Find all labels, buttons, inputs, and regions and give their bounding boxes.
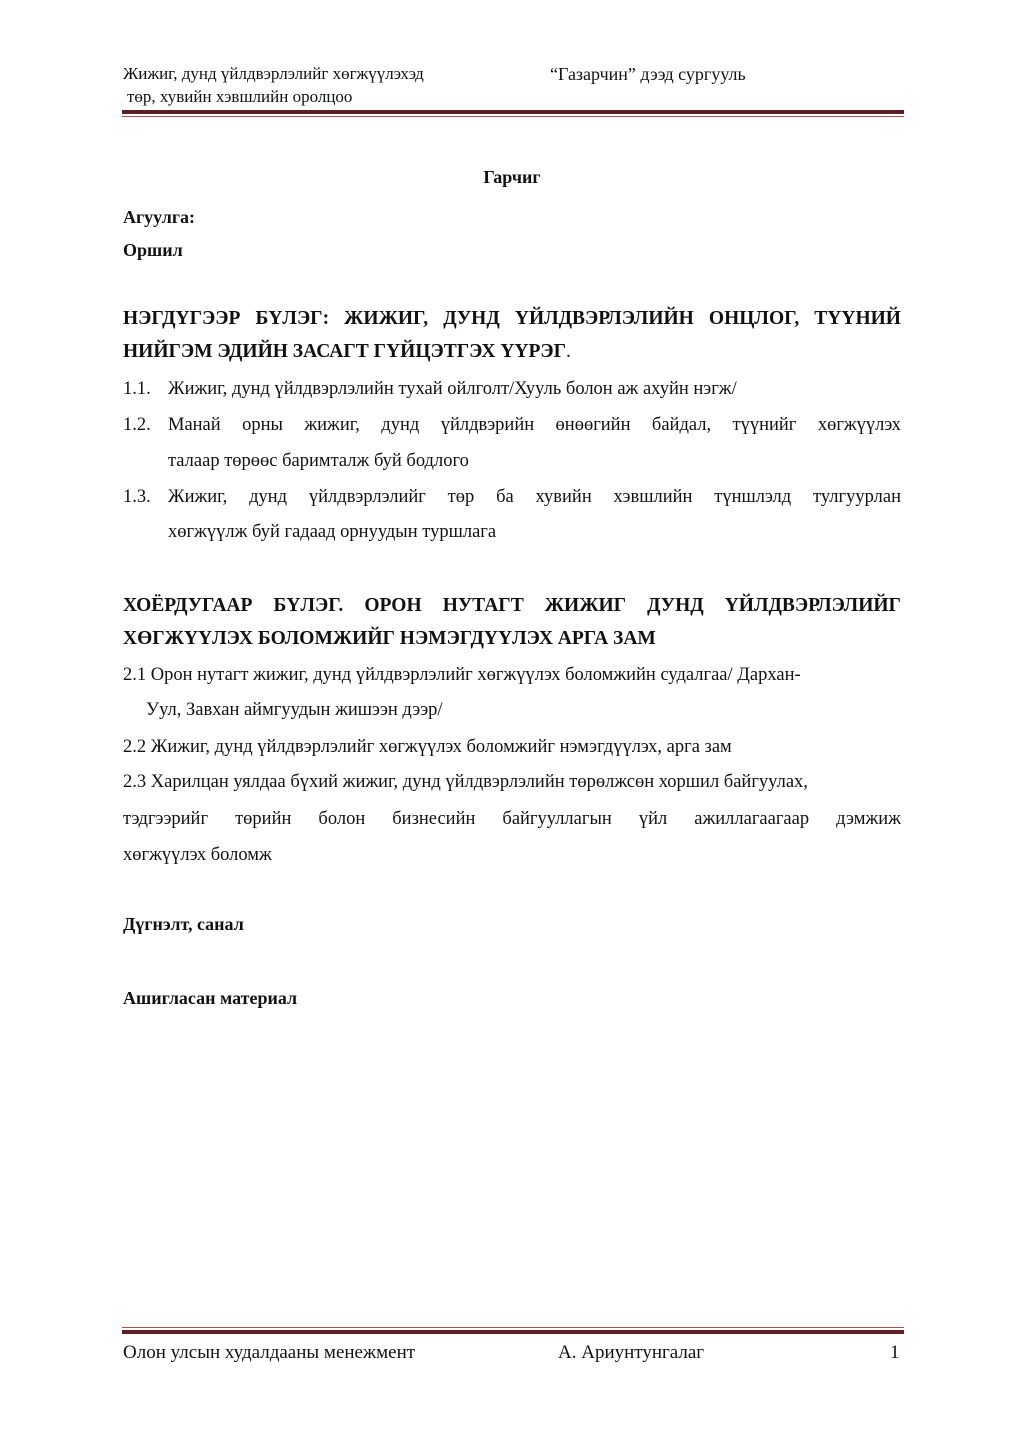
contents-label: Агуулга: bbox=[123, 207, 195, 227]
toc-word: үйлдвэрлэлийг bbox=[308, 487, 426, 507]
chapter1-heading-line1 bbox=[123, 302, 901, 335]
header-school-name: “Газарчин” дээд сургууль bbox=[550, 64, 746, 84]
chapter1-word: НЭГДҮГЭЭР bbox=[123, 308, 241, 329]
toc-item-number: 1.3. bbox=[123, 487, 151, 507]
chapter1-word: ДУНД bbox=[443, 308, 500, 329]
toc-word: хэвшлийн bbox=[613, 487, 693, 507]
toc-item-1-1: Жижиг, дунд үйлдвэрлэлийн тухай ойлголт/Хууль болон аж ахуйн нэгж/ bbox=[168, 379, 737, 399]
toc-word: ба bbox=[496, 487, 514, 507]
toc-word: үйлдвэрийн bbox=[440, 415, 535, 435]
toc-item-2-3-line2 bbox=[123, 806, 901, 832]
toc-word: бизнесийн bbox=[392, 809, 476, 829]
toc-title: Гарчиг bbox=[483, 167, 541, 187]
header-divider bbox=[122, 110, 904, 117]
page-number: 1 bbox=[890, 1342, 900, 1363]
toc-item-1-3-line2: хөгжүүлж буй гадаад орнуудын туршлага bbox=[168, 522, 497, 542]
toc-word: өнөөгийн bbox=[555, 415, 631, 435]
chapter1-word: БҮЛЭГ: bbox=[255, 308, 330, 329]
toc-word: тэдгээрийг bbox=[123, 809, 209, 829]
footer-divider bbox=[122, 1327, 904, 1334]
toc-word: түншлэлд bbox=[714, 487, 792, 507]
chapter2-word: ҮЙЛДВЭРЛЭЛИЙГ bbox=[724, 595, 901, 616]
toc-word: төр bbox=[447, 487, 475, 507]
toc-item-number: 1.2. bbox=[123, 415, 151, 435]
chapter1-heading-period: . bbox=[566, 341, 571, 362]
chapter1-word: ҮЙЛДВЭРЛЭЛИЙН bbox=[514, 308, 694, 329]
chapter2-heading-line1 bbox=[123, 589, 901, 622]
toc-item-2-1-line2: Уул, Завхан аймгуудын жишээн дээр/ bbox=[146, 700, 443, 720]
toc-word: ажиллагаагаар bbox=[694, 809, 810, 829]
toc-word: жижиг, bbox=[304, 415, 360, 435]
toc-entry-conclusion: Дүгнэлт, санал bbox=[123, 914, 244, 934]
toc-word: хувийн bbox=[535, 487, 592, 507]
toc-item-1-2-line1 bbox=[168, 412, 901, 438]
toc-item-2-1-line1: 2.1 Орон нутагт жижиг, дунд үйлдвэрлэлийг хөгжүүлэх боломжийн судалгаа/ Дархан- bbox=[123, 665, 801, 685]
toc-item-2-2: 2.2 Жижиг, дунд үйлдвэрлэлийг хөгжүүлэх боломжийг нэмэгдүүлэх, арга зам bbox=[123, 737, 732, 757]
toc-word: орны bbox=[242, 415, 283, 435]
toc-word: байдал, bbox=[651, 415, 712, 435]
chapter2-word: НУТАГТ bbox=[442, 595, 524, 616]
toc-word: дунд bbox=[381, 415, 420, 435]
chapter2-word: ЖИЖИГ bbox=[544, 595, 627, 616]
toc-chapter2-heading bbox=[123, 589, 901, 655]
toc-word: тулгуурлан bbox=[813, 487, 901, 507]
header-title-line1: Жижиг, дунд үйлдвэрлэлийг хөгжүүлэхэд bbox=[123, 64, 424, 83]
toc-word: төрийн bbox=[235, 809, 292, 829]
footer-author: А. Ариунтунгалаг bbox=[558, 1342, 705, 1363]
toc-item-1-2-line2: талаар төрөөс баримталж буй бодлого bbox=[168, 451, 469, 471]
toc-chapter1-heading bbox=[123, 302, 901, 368]
chapter1-word: ОНЦЛОГ, bbox=[708, 308, 800, 329]
chapter1-heading-line2 bbox=[123, 335, 901, 368]
footer-course-name: Олон улсын худалдааны менежмент bbox=[123, 1342, 416, 1363]
toc-item-1-3-line1 bbox=[168, 484, 901, 510]
chapter2-word: БҮЛЭГ. bbox=[273, 595, 344, 616]
toc-word: болон bbox=[318, 809, 366, 829]
header-title-line2: төр, хувийн хэвшлийн оролцоо bbox=[127, 87, 353, 106]
toc-entry-references: Ашигласан материал bbox=[123, 988, 298, 1008]
chapter2-word: ОРОН bbox=[364, 595, 422, 616]
chapter2-heading-line2: ХӨГЖҮҮЛЭХ БОЛОМЖИЙГ НЭМЭГДҮҮЛЭХ АРГА ЗАМ bbox=[123, 628, 656, 649]
toc-word: түүнийг bbox=[732, 415, 797, 435]
toc-item-2-3-line1: 2.3 Харилцан уялдаа бүхий жижиг, дунд үйлдвэрлэлийн төрөлжсөн хоршил байгуулах, bbox=[123, 772, 808, 792]
chapter2-word: ХОЁРДУГААР bbox=[123, 595, 253, 616]
toc-item-2-3-line3: хөгжүүлэх боломж bbox=[123, 845, 272, 865]
toc-word: Жижиг, bbox=[168, 487, 228, 507]
toc-word: дунд bbox=[249, 487, 288, 507]
chapter1-heading-line2-text: НИЙГЭМ ЭДИЙН ЗАСАГТ ГҮЙЦЭТГЭХ ҮҮРЭГ bbox=[123, 341, 567, 362]
toc-item-number: 1.1. bbox=[123, 379, 151, 399]
toc-word: Манай bbox=[168, 415, 221, 435]
chapter2-word: ДУНД bbox=[647, 595, 704, 616]
toc-word: хөгжүүлэх bbox=[817, 415, 901, 435]
chapter1-word: ЖИЖИГ, bbox=[344, 308, 429, 329]
toc-word: дэмжиж bbox=[836, 809, 901, 829]
toc-word: үйл bbox=[638, 809, 668, 829]
chapter1-word: ТҮҮНИЙ bbox=[814, 308, 901, 329]
toc-word: байгууллагын bbox=[502, 809, 612, 829]
toc-entry-intro: Оршил bbox=[123, 240, 183, 260]
